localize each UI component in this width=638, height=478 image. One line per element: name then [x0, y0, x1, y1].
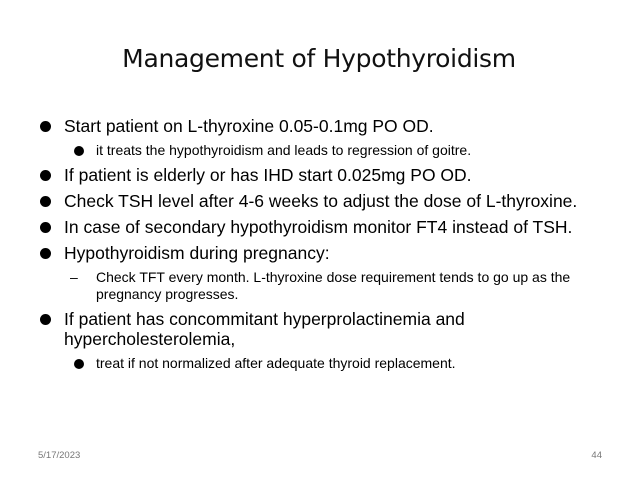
bullet-text: If patient has concommitant hyperprolactinemia and hypercholesterolemia, — [64, 309, 465, 349]
bullet-item — [38, 165, 608, 185]
bullet-dot-icon — [40, 314, 51, 325]
bullet-item — [38, 309, 608, 349]
sub-bullet-item — [38, 355, 608, 372]
bullet-item — [38, 116, 608, 136]
bullet-item — [38, 191, 608, 211]
bullet-item — [38, 243, 608, 263]
bullet-text: If patient is elderly or has IHD start 0.025mg PO OD. — [64, 165, 472, 185]
bullet-dot-icon — [40, 170, 51, 181]
footer-date: 5/17/2023 — [38, 450, 81, 461]
bullet-dot-icon — [40, 121, 51, 132]
bullet-dot-icon — [40, 222, 51, 233]
bullet-dot-icon — [40, 248, 51, 259]
bullet-list — [38, 116, 608, 378]
sub-bullet-item — [38, 142, 608, 159]
bullet-text: Hypothyroidism during pregnancy: — [64, 243, 330, 263]
sub-bullet-text: treat if not normalized after adequate thyroid replacement. — [96, 355, 456, 371]
slide-number: 44 — [591, 450, 602, 461]
sub-bullet-text: it treats the hypothyroidism and leads to regression of goitre. — [96, 142, 472, 158]
sub-bullet-item — [38, 269, 608, 303]
bullet-text: Start patient on L-thyroxine 0.05-0.1mg PO OD. — [64, 116, 434, 136]
slide-title: Management of Hypothyroidism — [122, 44, 516, 73]
sub-bullet-text: Check TFT every month. L-thyroxine dose requirement tends to go up as the pregnancy progresses. — [96, 269, 571, 302]
bullet-dot-icon — [74, 359, 84, 369]
bullet-item — [38, 217, 608, 237]
bullet-dot-icon — [40, 196, 51, 207]
bullet-text: Check TSH level after 4-6 weeks to adjust the dose of L-thyroxine. — [64, 191, 578, 211]
bullet-text: In case of secondary hypothyroidism monitor FT4 instead of TSH. — [64, 217, 573, 237]
dash-marker: – — [70, 269, 78, 285]
bullet-dot-icon — [74, 146, 84, 156]
